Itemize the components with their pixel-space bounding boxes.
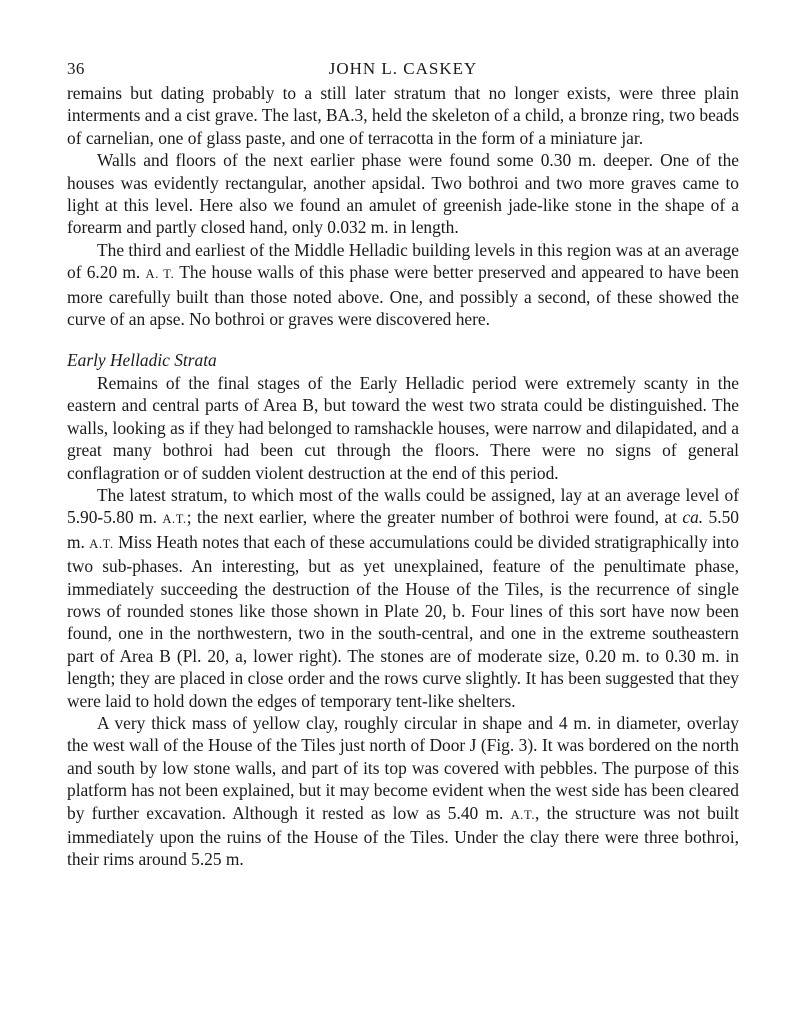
abbreviation-above-threshold: A. T. xyxy=(145,267,175,282)
page-number: 36 xyxy=(67,59,85,78)
section-heading: Early Helladic Strata xyxy=(67,350,217,371)
text-segment: , the structure was not built immediately upon the ruins of the House of the Tiles. Under the clay there were three bothroi, their rims around 5.25 m. xyxy=(67,802,739,870)
running-head xyxy=(67,52,739,82)
paragraph-earlier-phase: Walls and floors of the next earlier phase were found some 0.30 m. deeper. One of the houses was evidently rectangular, another apsidal. Two bothroi and two more graves came to light at this level. Here also we found an amulet of greenish jade-like stone in the shape of a forearm and partly closed hand, only 0.032 m. in length. xyxy=(67,150,739,238)
abbreviation-above-threshold: A.T. xyxy=(162,512,187,527)
text-segment: A very thick mass of yellow clay, roughly circular in shape and 4 m. in diameter, overlay the west wall of the House of the Tiles just north of Door J (Fig. 3). It was bordered on the north and south by low stone walls, and part of its top was covered with pebbles. The purpose of this platform has not been explained, but it may become evident when the west side has been cleared by further excavation. Although it rested as low as 5.40 m. xyxy=(67,712,739,823)
text-segment: 5.50 m. xyxy=(67,507,739,552)
text-segment: Miss Heath notes that each of these accumulations could be divided stratigraphically into two sub-phases. An interesting, but as yet unexplained, feature of the penultimate phase, immediately succeeding the destruction of the House of the Tiles, is the recurrence of single rows of rounded stones like those shown in Plate 20, b. Four lines of this sort have now been found, one in the northwestern, two in the south-central, and one in the extreme southeastern part of Area B (Pl. 20, a, lower right). The stones are of moderate size, 0.20 m. to 0.30 m. in length; they are placed in close order and the rows curve slightly. It has been suggested that they were laid to hold down the edges of temporary tent-like shelters. xyxy=(67,531,739,711)
paragraph-latest-stratum xyxy=(67,484,739,712)
running-title: JOHN L. CASKEY xyxy=(328,59,478,78)
paragraph-yellow-clay xyxy=(67,712,739,871)
abbreviation-above-threshold: A.T. xyxy=(89,536,114,551)
paragraph-final-stages: Remains of the final stages of the Early Helladic period were extremely scanty in the eastern and central parts of Area B, but toward the west two strata could be distinguished. The walls, looking as if they had belonged to ramshackle houses, were narrow and dilapidated, and a great many bothroi had been cut through the floors. There were no signs of general conflagration or of sudden violent destruction at the end of this period. xyxy=(67,372,739,483)
document-page xyxy=(67,52,739,871)
text-segment: The latest stratum, to which most of the walls could be assigned, lay at an average level of 5.90-5.80 m. xyxy=(67,484,739,528)
paragraph-continuation: remains but dating probably to a still later stratum that no longer exists, were three plain interments and a cist grave. The last, BA.3, held the skeleton of a child, a bronze ring, two beads of carnelian, one of glass paste, and one of terracotta in the form of a miniature jar. xyxy=(67,83,739,148)
text-segment: ; the next earlier, where the greater number of bothroi were found, at xyxy=(186,507,677,528)
body-text xyxy=(67,82,739,871)
abbreviation-circa: ca. xyxy=(682,507,704,528)
paragraph-earliest-middle-helladic xyxy=(67,239,739,331)
text-segment: The third and earliest of the Middle Helladic building levels in this region was at an average of 6.20 m. xyxy=(67,239,739,283)
text-segment: The house walls of this phase were better preserved and appeared to have been more carefully built than those noted above. One, and possibly a second, of these showed the curve of an apse. No bothroi or graves were discovered here. xyxy=(67,262,739,330)
abbreviation-above-threshold: A.T. xyxy=(510,807,536,822)
